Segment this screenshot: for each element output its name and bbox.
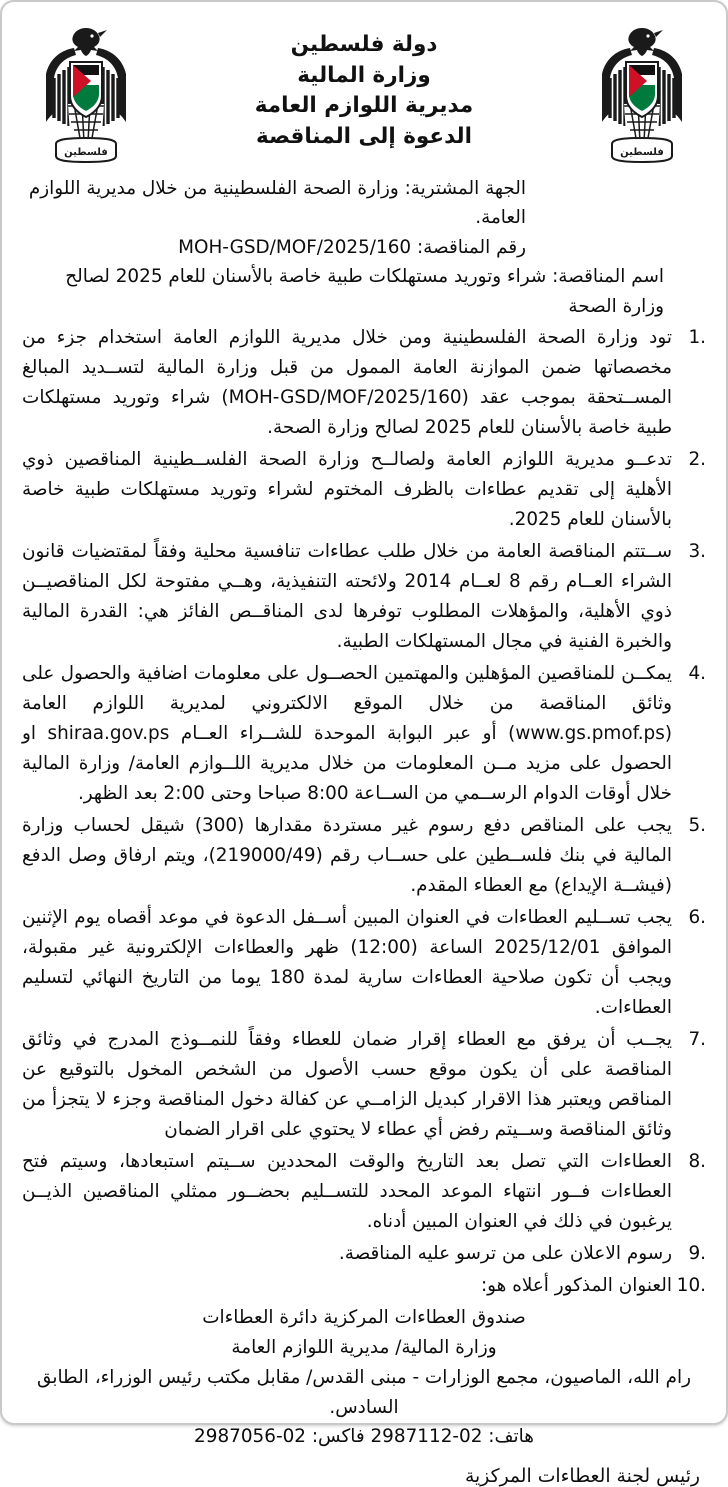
address-block — [22, 1303, 706, 1452]
address-line-tenders-fund: صندوق العطاءات المركزية دائرة العطاءات — [202, 1307, 526, 1329]
clause-text: العنوان المذكور أعلاه هو: — [480, 1275, 672, 1297]
clause-number: 6. — [688, 907, 706, 929]
clause-item-1 — [22, 323, 706, 443]
clause-item-8 — [22, 1147, 706, 1237]
clause-text: ســتتم المناقصة العامة من خلال طلب عطاءات تنافسية محلية وفقاً لمقتضيات قانون الشراء العــام رقم 8 لعــام 2014 ولائحته التنفيذية، وهــي مفتوحة لكل المناقصيــن ذوي الأهلية، والمؤهلات المطلوب توفرها لدى المناقــص الفائز هي: القدرة المالية والخبرة الفنية في مجال المستهلكات الطبية. — [22, 541, 672, 653]
clause-number: 10. — [676, 1275, 706, 1297]
clause-item-5 — [22, 811, 706, 901]
state-title: دولة فلسطين — [290, 32, 438, 57]
clause-item-7 — [22, 1025, 706, 1145]
signature-line: رئيس لجنة العطاءات المركزية — [464, 1466, 700, 1487]
clause-number: 8. — [688, 1151, 706, 1173]
purchasing-entity-line: الجهة المشترية: وزارة الصحة الفلسطينية من خلال مديرية اللوازم العامة. — [28, 178, 526, 229]
clause-text: يجب تســليم العطاءات في العنوان المبين أســفل الدعوة في موعد أقصاه يوم الإثنين الموافق 2025/12/01 الساعة (12:00) ظهر والعطاءات الإلكترونية غير مقبولة، ويجب أن تكون صلاحية العطاءات سارية لمدة 180 يوما من التاريخ النهائي لتسليم العطاءات. — [22, 907, 672, 1019]
clause-number: 2. — [688, 449, 706, 471]
clause-item-9 — [22, 1239, 706, 1269]
clause-item-6 — [22, 903, 706, 1023]
clause-number: 5. — [688, 815, 706, 837]
tender-number-line: رقم المناقصة: MOH-GSD/MOF/2025/160 — [178, 236, 526, 258]
document-header — [18, 16, 710, 168]
intro-block — [24, 174, 706, 321]
clause-text: تدعــو مديرية اللوازم العامة ولصالــح وزارة الصحة الفلســطينية المناقصين ذوي الأهلية إلى تقديم عطاءات بالظرف المختوم لشراء وتوريد مستهلكات طبية خاصة بالأسنان للعام 2025. — [22, 449, 672, 531]
document-type-title: الدعوة إلى المناقصة — [256, 123, 472, 149]
ministry-title: وزارة المالية — [297, 62, 431, 88]
clause-item-10 — [22, 1271, 706, 1301]
directorate-title: مديرية اللوازم العامة — [254, 93, 474, 119]
clause-item-2 — [22, 445, 706, 535]
clause-number: 7. — [688, 1029, 706, 1051]
clause-item-4 — [22, 659, 706, 809]
clause-number: 1. — [688, 327, 706, 349]
clause-number: 3. — [688, 541, 706, 563]
clause-text: يجب على المناقص دفع رسوم غير مستردة مقدارها (300) شيقل لحساب وزارة المالية في بنك فلســطين على حســاب رقم (219000/49)، ويتم ارفاق وصل الدفع (فيشــة الإيداع) مع العطاء المقدم. — [22, 815, 673, 897]
emblem-scroll-text: فلسطين — [64, 147, 108, 158]
emblem-scroll-text: فلسطين — [620, 147, 664, 158]
clause-text: يجــب أن يرفق مع العطاء إقرار ضمان للعطاء وفقاً للنمــوذج المدرج في وثائق المناقصة على أن يكون موقع حسب الأصول من الشخص المخول بالتوقيع عن المناقص ويعتبر هذا الاقرار كبديل الزامــي عن كفالة دخول المناقصة وجزء لا يتجزأ من وثائق المناقصة وســيتم رفض أي عطاء لا يحتوي على اقرار الضمان — [22, 1029, 672, 1141]
tender-name-line: اسم المناقصة: شراء وتوريد مستهلكات طبية خاصة بالأسنان للعام 2025 لصالح وزارة الصحة — [65, 266, 664, 317]
clause-text: العطاءات التي تصل بعد التاريخ والوقت المحددين ســيتم استبعادها، وسيتم فتح العطاءات فــور انتهاء الموعد المحدد للتســليم بحضــور ممثلي المناقصين الذيــن يرغبون في ذلك في العنوان المبين أدناه. — [22, 1151, 672, 1233]
clause-number: 9. — [688, 1243, 706, 1265]
clause-text: يمكــن للمناقصين المؤهلين والمهتمين الحصــول على معلومات اضافية والحصول على وثائق المناقصة من خلال الموقع الالكتروني لمديرية اللوازم العامة (www.gs.pmof.ps) أو عبر البوابة الموحدة للشــراء العــام shiraa.gov.ps او الحصول على مزيد مــن المعلومات من خلال مديرية اللــوازم العامة/ وزارة المالية خلال أوقات الدوام الرســمي من الســاعة 8:00 صباحا وحتى 2:00 بعد الظهر. — [22, 663, 672, 805]
clause-list — [22, 323, 706, 1301]
clause-text: رسوم الاعلان على من ترسو عليه المناقصة. — [338, 1243, 672, 1265]
clause-number: 4. — [688, 663, 706, 685]
clause-item-3 — [22, 537, 706, 657]
address-line-ministry: وزارة المالية/ مديرية اللوازم العامة — [231, 1337, 497, 1358]
palestinian-coat-of-arms-eagle-icon-right — [590, 18, 694, 168]
clause-text: تود وزارة الصحة الفلسطينية ومن خلال مديرية اللوازم العامة استخدام جزء من مخصصاتها ضمن الموازنة العامة الممول من قبل وزارة المالية لتســديد المبالغ المســتحقة بموجب عقد (MOH-GSD/MOF/2025/160) شراء وتوريد مستهلكات طبية خاصة بالأسنان للعام 2025 لصالح وزارة الصحة. — [22, 327, 673, 439]
contact-line: هاتف: 02-2987112 فاكس: 02-2987056 — [194, 1426, 534, 1448]
address-line-location: رام الله، الماصيون، مجمع الوزارات - مبنى القدس/ مقابل مكتب رئيس الوزراء، الطابق السادس. — [37, 1366, 691, 1418]
